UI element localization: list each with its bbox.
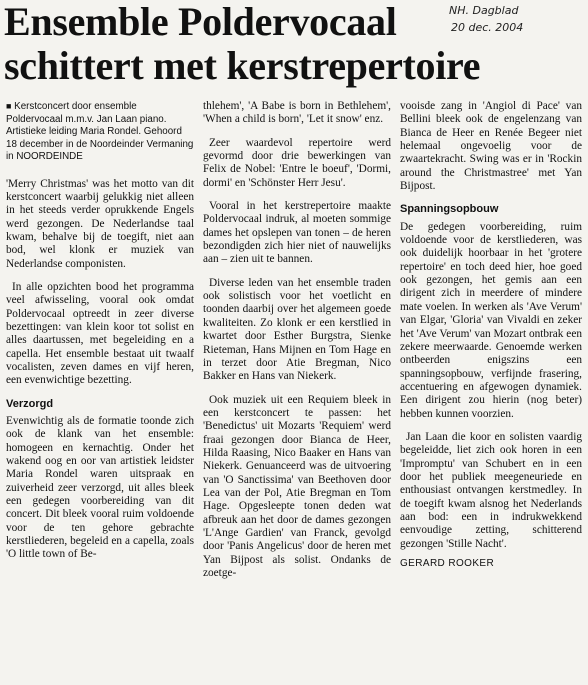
subheading: Spanningsopbouw xyxy=(400,203,499,216)
paragraph: In alle opzichten bood het programma veel afwisseling, vooral ook omdat Poldervocaal optreedt in zeer diverse bezettingen: van klein koor tot solist en alles daartussen, met begeleiding en a capella. Het ensemble bestaat uit twaalf vocalisten, zeven dames en vijf heren, een evenwichtige bezetting. xyxy=(6,280,194,387)
article-column-1 xyxy=(6,100,194,572)
article-column-3 xyxy=(400,100,582,570)
paragraph: vooisde zang in 'Angiol di Pace' van Bellini bleek ook de engelenzang van Bianca de Heer en Renée Begeer niet helemaal ongevoelig voor de zwaartekracht. Swing was er in 'Rockin around the Christmastree' met Yan Bijpost. xyxy=(400,100,582,193)
handwritten-note xyxy=(449,2,584,36)
lead-info xyxy=(6,100,194,164)
paragraph: Zeer waardevol repertoire werd gevormd door drie bewerkingen van Felix de Nobel: 'Entre le boeuf', 'Dormi, dormi' en 'Schönster Herr Jesu'. xyxy=(203,136,391,189)
headline-line-2: schittert met kerstrepertoire xyxy=(4,43,481,88)
article-column-2 xyxy=(203,100,391,590)
paragraph: Diverse leden van het ensemble traden ook solistisch voor het voetlicht en toonden daarbij over het algemeen goede kwaliteiten. Zo klonk er een kerstlied in kwartet door Esther Burgstra, Sienke Rieteman, Hans Mijnen en Tom Hage en in terzet door Atie Bregman, Nico Bakker en Hans van Niekerk. xyxy=(203,276,391,383)
paragraph: 'Merry Christmas' was het motto van dit kerstconcert waarbij gelukkig niet alleen in het steeds verder oprukkende Engels werd gezongen. De Nederlandse taal kwam, behalve bij de toegift, niet aan bod, wel klonk er muziek van Nederlandse componisten. xyxy=(6,177,194,270)
handwritten-date: 20 dec. 2004 xyxy=(451,21,524,34)
paragraph: Jan Laan die koor en solisten vaardig begeleidde, liet zich ook horen in een 'Impromptu' van Schubert en in een door het publiek meegeneuriede en enthousiast ontvangen kerstmedley. In de toegift kwam alsnog het Nederlands aan bod: een in indrukwekkend eenvoudige zetting, schitterend gezongen 'Stille Nacht'. xyxy=(400,430,582,550)
paragraph: Evenwichtig als de formatie toonde zich ook de klank van het ensemble: homogeen en kernachtig. Onder het wakend oog en oor van artistiek leidster Maria Rondel waren uitspraak en zuiverheid zeer verzorgd, uit alles bleek een gedegen voorbereiding van dit concert. Dit bleek vooral ruim voldoende voor de ten gehore gebrachte kerstliederen, begeleid en a capella, zoals 'O little town of Be- xyxy=(6,415,194,561)
subheading: Verzorgd xyxy=(6,397,54,410)
handwritten-source: NH. Dagblad xyxy=(449,4,519,17)
paragraph: De gedegen voorbereiding, ruim voldoende voor de kerstliederen, was ook duidelijk hoorbaar in het 'grotere repertoire' en toch deed hier, hoe goed ook gezongen, het gemis aan een dirigent zich in meerdere of mindere mate voelen. In werken als 'Ave Verum' van Elgar, 'Gloria' van Vivaldi en zeker het 'Ave Verum' van Mozart ontbrak een zekere meerwaarde. Genoemde werken ontbeerden enigszins een spanningsopbouw, verfijnde frasering, accentuering en afgewogen dynamiek. Een dirigent zou hierin (nog beter) hebben kunnen voorzien. xyxy=(400,220,582,420)
author-byline: GERARD ROOKER xyxy=(400,558,495,569)
headline-line-1: Ensemble Poldervocaal xyxy=(4,0,397,44)
lead-text: Kerstconcert door ensemble Poldervocaal m.m.v. Jan Laan piano. Artistieke leiding Maria Rondel. Gehoord 18 december in de Noordeinder Vermaning in NOORDEINDE xyxy=(6,101,194,162)
paragraph: Vooral in het kerstrepertoire maakte Poldervocaal indruk, al moeten sommige dames het opslepen van tonen – de heren bezondigden zich hier niet of nauwelijks aan – zien uit te bannen. xyxy=(203,200,391,266)
bullet-square-icon: ■ xyxy=(6,101,12,111)
paragraph: thlehem', 'A Babe is born in Bethlehem', 'When a child is born', 'Let it snow' enz. xyxy=(203,100,391,126)
paragraph: Ook muziek uit een Requiem bleek in een kerstconcert te passen: het 'Benedictus' uit Mozarts 'Requiem' werd fraai gezongen door Bianca de Heer, Hilda Raasing, Nico Baaker en Hans van Niekerk. Genuanceerd was de uitvoering van 'O Sanctissima' van Beethoven door Lea van der Pol, Atie Bregman en Tom Hage. Opgesleepte tonen deden wat afbreuk aan het door de dames gezongen 'L'Ange Gardien' van Franck, gevolgd door 'Panis Angelicus' door de heren met Yan Bijpost als solist. Ondanks de zoetge- xyxy=(203,393,391,579)
